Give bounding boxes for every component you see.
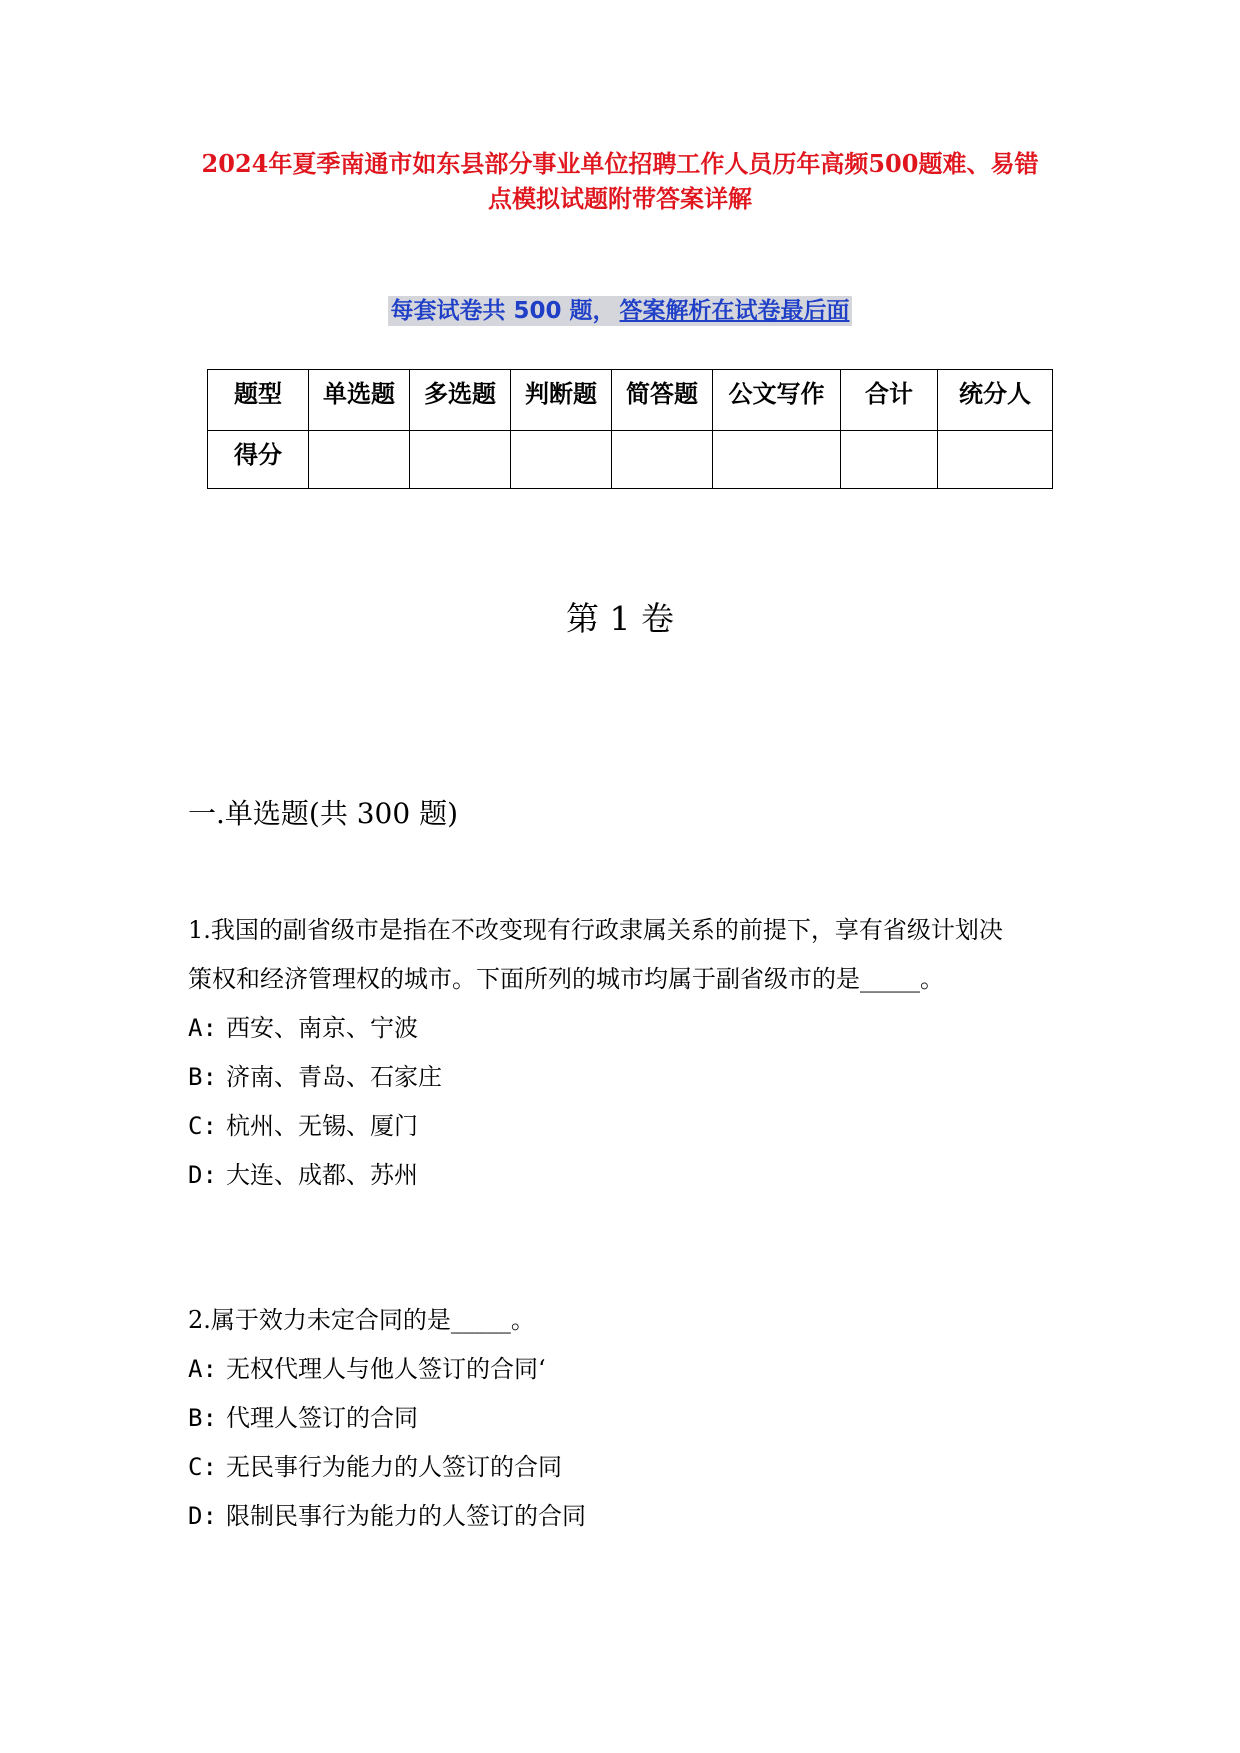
- question-1-option-d[interactable]: [188, 1151, 1068, 1200]
- option-letter: C:: [188, 1453, 217, 1481]
- question-1-option-c[interactable]: [188, 1102, 1068, 1151]
- section-title: 一.单选题(共 300 题): [188, 797, 458, 830]
- score-row-label: 得分: [208, 431, 309, 489]
- option-text: 代理人签订的合同: [226, 1404, 418, 1432]
- question-1-option-a[interactable]: [188, 1004, 1068, 1053]
- title-line-2: 点模拟试题附带答案详解: [488, 184, 752, 213]
- option-letter: C:: [188, 1112, 217, 1140]
- header-cell-multi: 多选题: [410, 370, 511, 431]
- option-text: 无民事行为能力的人签订的合同: [226, 1453, 562, 1481]
- question-1-stem-line-1: 1.我国的副省级市是指在不改变现有行政隶属关系的前提下，享有省级计划决: [188, 916, 1003, 944]
- header-cell-short: 简答题: [612, 370, 713, 431]
- score-cell-scorer: [938, 431, 1053, 489]
- option-text: 西安、南京、宁波: [226, 1014, 418, 1042]
- question-1: [188, 906, 1068, 1200]
- header-cell-single: 单选题: [309, 370, 410, 431]
- option-text: 济南、青岛、石家庄: [226, 1063, 442, 1091]
- question-2-stem-line-1: 2.属于效力未定合同的是_____。: [188, 1306, 535, 1334]
- question-1-stem-line-2: 策权和经济管理权的城市。下面所列的城市均属于副省级市的是_____。: [188, 965, 944, 993]
- score-table: [207, 369, 1053, 489]
- header-cell-writing: 公文写作: [713, 370, 841, 431]
- question-2-option-b[interactable]: [188, 1394, 1068, 1443]
- answer-location-link[interactable]: 答案解析在试卷最后面: [619, 298, 850, 324]
- option-text: 杭州、无锡、厦门: [226, 1112, 418, 1140]
- score-table-score-row: [208, 431, 1053, 489]
- score-cell-total: [841, 431, 938, 489]
- question-2-option-c[interactable]: [188, 1443, 1068, 1492]
- option-text: 无权代理人与他人签订的合同‘: [226, 1355, 546, 1383]
- option-letter: A:: [188, 1014, 217, 1042]
- document-title: [170, 146, 1070, 216]
- header-cell-judge: 判断题: [511, 370, 612, 431]
- title-line-1: 2024年夏季南通市如东县部分事业单位招聘工作人员历年高频500题难、易错: [201, 149, 1039, 178]
- header-cell-type: 题型: [208, 370, 309, 431]
- question-2-option-d[interactable]: [188, 1492, 1068, 1541]
- question-1-option-b[interactable]: [188, 1053, 1068, 1102]
- option-letter: B:: [188, 1404, 217, 1432]
- score-cell-writing: [713, 431, 841, 489]
- option-text: 大连、成都、苏州: [226, 1161, 418, 1189]
- score-table-header-row: [208, 370, 1053, 431]
- option-letter: A:: [188, 1355, 217, 1383]
- header-cell-scorer: 统分人: [938, 370, 1053, 431]
- volume-title: 第 1 卷: [566, 599, 674, 638]
- question-2: [188, 1296, 1068, 1541]
- score-cell-judge: [511, 431, 612, 489]
- option-text: 限制民事行为能力的人签订的合同: [226, 1502, 586, 1530]
- score-cell-single: [309, 431, 410, 489]
- score-cell-short: [612, 431, 713, 489]
- notice-line: [0, 292, 1240, 325]
- option-letter: D:: [188, 1502, 217, 1530]
- header-cell-total: 合计: [841, 370, 938, 431]
- question-2-option-a[interactable]: [188, 1345, 1068, 1394]
- score-cell-multi: [410, 431, 511, 489]
- option-letter: B:: [188, 1063, 217, 1091]
- option-letter: D:: [188, 1161, 217, 1189]
- notice-text: 每套试卷共 500 题，: [390, 298, 616, 324]
